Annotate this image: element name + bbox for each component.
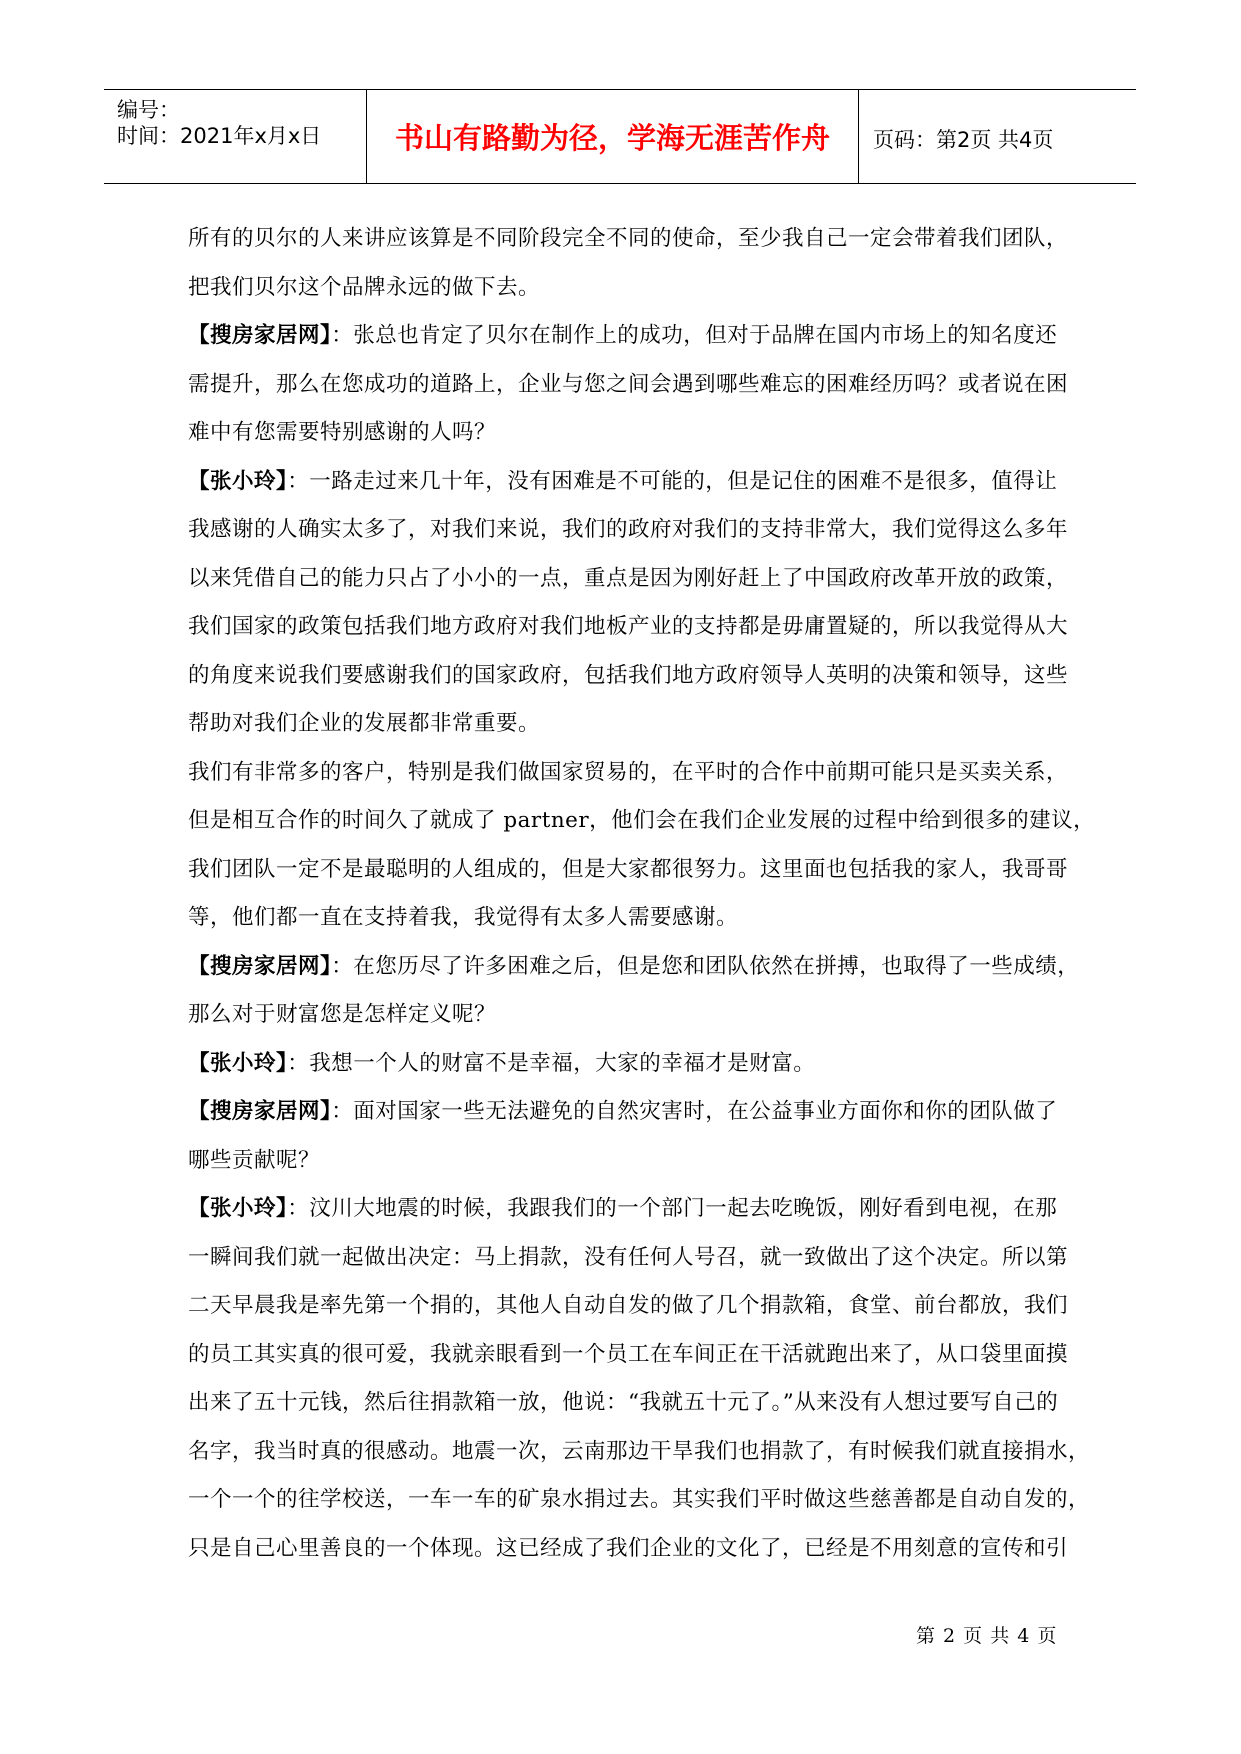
text-line bbox=[188, 797, 1096, 846]
text-line bbox=[188, 1428, 1091, 1477]
text-line bbox=[188, 846, 1068, 895]
text-line bbox=[188, 555, 1068, 604]
line-text: 需提升，那么在您成功的道路上，企业与您之间会遇到哪些难忘的困难经历吗？或者说在困 bbox=[188, 371, 1069, 397]
interview-body bbox=[188, 215, 1096, 1573]
line-text: 所有的贝尔的人来讲应该算是不同阶段完全不同的使命，至少我自己一定会带着我们团队， bbox=[188, 226, 1069, 251]
page-footer: 第 2 页 共 4 页 bbox=[916, 1625, 1058, 1647]
line-text: 我们团队一定不是最聪明的人组成的，但是大家都很努力。这里面也包括我的家人，我哥哥 bbox=[188, 856, 1069, 882]
text-line bbox=[188, 1476, 1091, 1525]
line-text: 的角度来说我们要感谢我们的国家政府，包括我们地方政府领导人英明的决策和领导，这些 bbox=[188, 662, 1069, 688]
text-line bbox=[188, 894, 1068, 943]
line-text: 但是相互合作的时间久了就成了 partner，他们会在我们企业发展的过程中给到很多的建议， bbox=[188, 808, 1096, 833]
header-page-code: 页码：第2页 共4页 bbox=[873, 128, 1054, 152]
text-line bbox=[188, 409, 1068, 458]
text-line bbox=[188, 1088, 1068, 1137]
line-text: 一个一个的往学校送，一车一车的矿泉水捐过去。其实我们平时做这些慈善都是自动自发的， bbox=[188, 1487, 1091, 1512]
text-line bbox=[188, 1525, 1068, 1574]
speaker-label: 【搜房家居网】 bbox=[188, 323, 332, 348]
text-line bbox=[188, 991, 1068, 1040]
line-text: 我们有非常多的客户，特别是我们做国家贸易的，在平时的合作中前期可能只是买卖关系， bbox=[188, 759, 1069, 785]
line-text: 那么对于财富您是怎样定义呢？ bbox=[188, 1002, 497, 1027]
line-text: 难中有您需要特别感谢的人吗？ bbox=[188, 420, 497, 445]
line-text: 只是自己心里善良的一个体现。这已经成了我们企业的文化了，已经是不用刻意的宣传和引 bbox=[188, 1535, 1069, 1561]
header-right-cell bbox=[859, 90, 1136, 183]
text-line bbox=[188, 1137, 1068, 1186]
line-text: 出来了五十元钱，然后往捐款箱一放，他说：“我就五十元了。”从来没有人想过要写自己的 bbox=[188, 1390, 1059, 1415]
line-text: ：在您历尽了许多困难之后，但是您和团队依然在拼搏，也取得了一些成绩， bbox=[331, 953, 1080, 979]
text-line bbox=[188, 264, 1068, 313]
text-line bbox=[188, 312, 1068, 361]
line-text: 帮助对我们企业的发展都非常重要。 bbox=[188, 711, 541, 736]
speaker-label: 【搜房家居网】 bbox=[188, 1099, 332, 1124]
line-text: 等，他们都一直在支持着我，我觉得有太多人需要感谢。 bbox=[188, 905, 739, 930]
header-left-cell bbox=[104, 90, 367, 183]
text-line bbox=[188, 1185, 1068, 1234]
text-line bbox=[188, 1040, 1068, 1089]
line-text: 一瞬间我们就一起做出决定：马上捐款，没有任何人号召，就一致做出了这个决定。所以第 bbox=[188, 1244, 1069, 1270]
text-line bbox=[188, 749, 1068, 798]
text-line bbox=[188, 652, 1068, 701]
text-line bbox=[188, 603, 1068, 652]
text-line bbox=[188, 1331, 1068, 1380]
line-text: 以来凭借自己的能力只占了小小的一点，重点是因为刚好赶上了中国政府改革开放的政策， bbox=[188, 565, 1069, 591]
text-line bbox=[188, 458, 1068, 507]
line-text: 把我们贝尔这个品牌永远的做下去。 bbox=[188, 274, 541, 300]
line-text: 二天早晨我是率先第一个捐的，其他人自动自发的做了几个捐款箱，食堂、前台都放，我们 bbox=[188, 1293, 1069, 1318]
text-line bbox=[188, 506, 1068, 555]
line-text: 名字，我当时真的很感动。地震一次，云南那边干旱我们也捐款了，有时候我们就直接捐水， bbox=[188, 1438, 1091, 1464]
line-text: 我们国家的政策包括我们地方政府对我们地板产业的支持都是毋庸置疑的，所以我觉得从大 bbox=[188, 614, 1069, 639]
line-text: ：我想一个人的财富不是幸福，大家的幸福才是财富。 bbox=[287, 1050, 816, 1076]
text-line bbox=[188, 215, 1068, 264]
header-middle-cell bbox=[367, 90, 859, 183]
speaker-label: 【张小玲】 bbox=[188, 1050, 288, 1076]
speaker-label: 【张小玲】 bbox=[188, 468, 288, 494]
line-text: ：一路走过来几十年，没有困难是不可能的，但是记住的困难不是很多，值得让 bbox=[287, 468, 1058, 494]
number-label: 编号： bbox=[117, 98, 180, 122]
speaker-label: 【张小玲】 bbox=[188, 1196, 288, 1221]
line-text: 的员工其实真的很可爱，我就亲眼看到一个员工在车间正在干活就跑出来了，从口袋里面摸 bbox=[188, 1341, 1069, 1367]
text-line bbox=[188, 361, 1068, 410]
time-label: 时间：2021年x月x日 bbox=[117, 124, 322, 148]
line-text: 哪些贡献呢？ bbox=[188, 1147, 321, 1173]
text-line bbox=[188, 1282, 1068, 1331]
speaker-label: 【搜房家居网】 bbox=[188, 953, 332, 979]
text-line bbox=[188, 1379, 1068, 1428]
text-line bbox=[188, 700, 1068, 749]
line-text: ：张总也肯定了贝尔在制作上的成功，但对于品牌在国内市场上的知名度还 bbox=[331, 323, 1058, 348]
line-text: ：面对国家一些无法避免的自然灾害时，在公益事业方面你和你的团队做了 bbox=[331, 1099, 1058, 1124]
text-line bbox=[188, 943, 1080, 992]
line-text: ：汶川大地震的时候，我跟我们的一个部门一起去吃晚饭，刚好看到电视，在那 bbox=[287, 1196, 1058, 1221]
header-motto: 书山有路勤为径，学海无涯苦作舟 bbox=[394, 121, 830, 155]
text-line bbox=[188, 1234, 1068, 1283]
line-text: 我感谢的人确实太多了，对我们来说，我们的政府对我们的支持非常大，我们觉得这么多年 bbox=[188, 517, 1069, 542]
page-header bbox=[104, 89, 1136, 184]
